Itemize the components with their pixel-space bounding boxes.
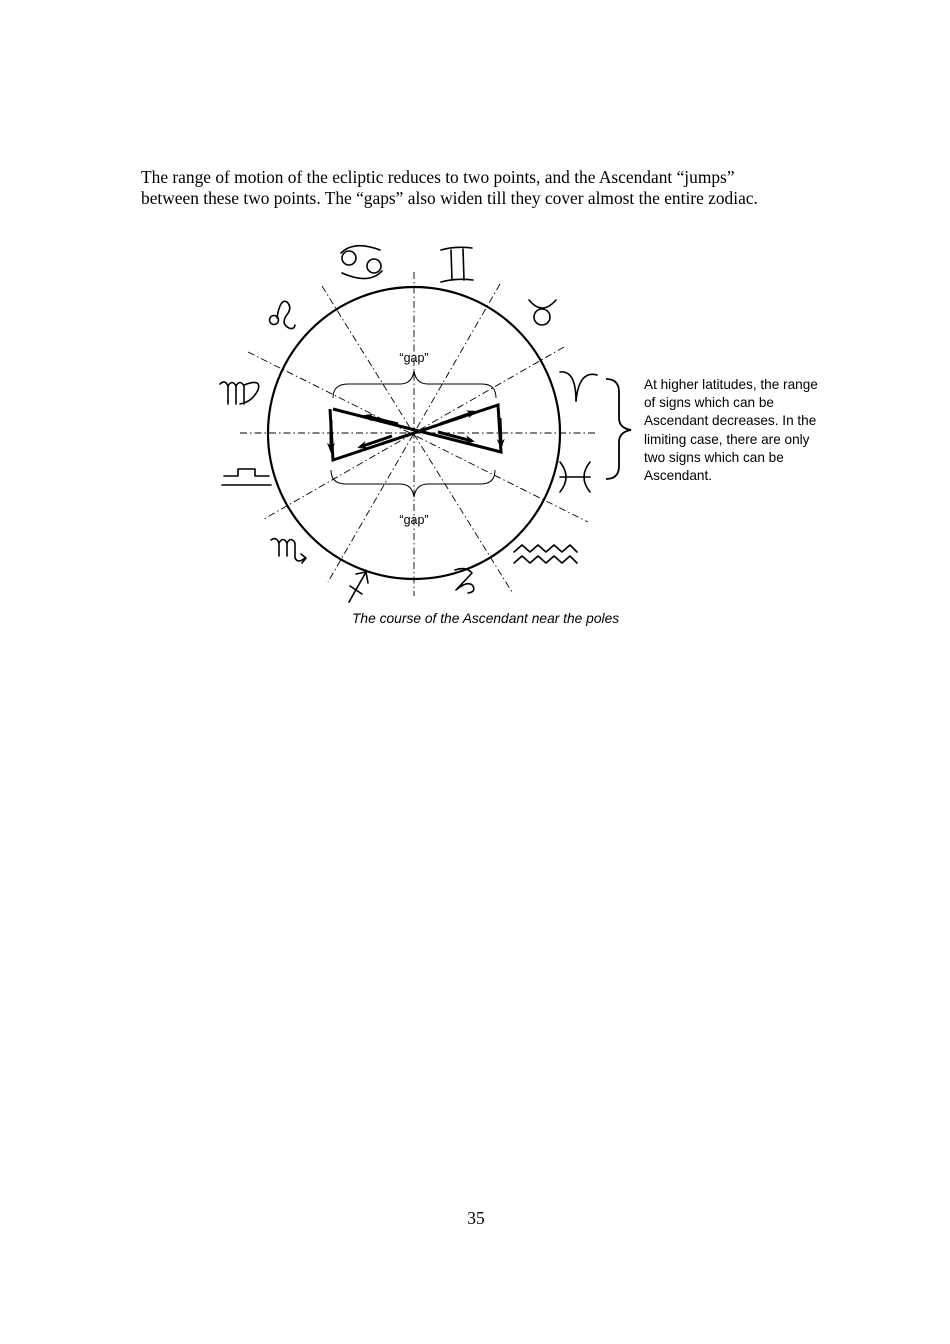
annotation-text	[644, 376, 859, 485]
ascendant-course	[330, 405, 502, 460]
sagittarius-glyph	[349, 572, 368, 602]
bottom-gap-brace	[331, 470, 495, 497]
annotation-line-3: Ascendant decreases. In the	[644, 413, 817, 429]
libra-glyph	[222, 469, 271, 485]
top-gap-brace	[333, 371, 496, 398]
annotation-brace	[606, 379, 631, 479]
division-line-150	[248, 352, 588, 522]
division-line-120	[322, 286, 512, 592]
division-lines	[240, 272, 598, 596]
annotation-line-1: At higher latitudes, the range	[644, 377, 818, 392]
taurus-glyph	[529, 300, 556, 325]
virgo-glyph	[220, 382, 259, 404]
aquarius-glyph	[514, 545, 577, 563]
arrow-upper-right	[440, 412, 474, 424]
figure-caption: The course of the Ascendant near the poles	[352, 611, 620, 626]
page-number: 35	[467, 1208, 485, 1228]
cancer-glyph	[341, 246, 382, 279]
course-path	[330, 405, 501, 460]
scorpio-glyph	[271, 539, 306, 563]
leo-glyph	[270, 301, 296, 328]
aries-glyph	[560, 372, 597, 401]
zodiac-glyphs	[220, 246, 597, 602]
annotation-line-6: Ascendant.	[644, 468, 713, 484]
arrow-right-down	[500, 418, 501, 446]
paragraph-line-1: The range of motion of the ecliptic reduces to two points, and the Ascendant “jumps”	[141, 167, 735, 187]
annotation-line-4: limiting case, there are only	[644, 431, 810, 447]
bottom-gap-label: “gap”	[399, 513, 429, 527]
paragraph-line-2: between these two points. The “gaps” also widen till they cover almost the entire zodiac.	[141, 188, 758, 208]
gemini-glyph	[441, 247, 473, 282]
annotation-line-2: of signs which can be	[644, 395, 774, 411]
pisces-glyph	[560, 462, 590, 492]
annotation-line-5: two signs which can be	[644, 449, 784, 465]
top-gap-label: “gap”	[399, 351, 429, 365]
